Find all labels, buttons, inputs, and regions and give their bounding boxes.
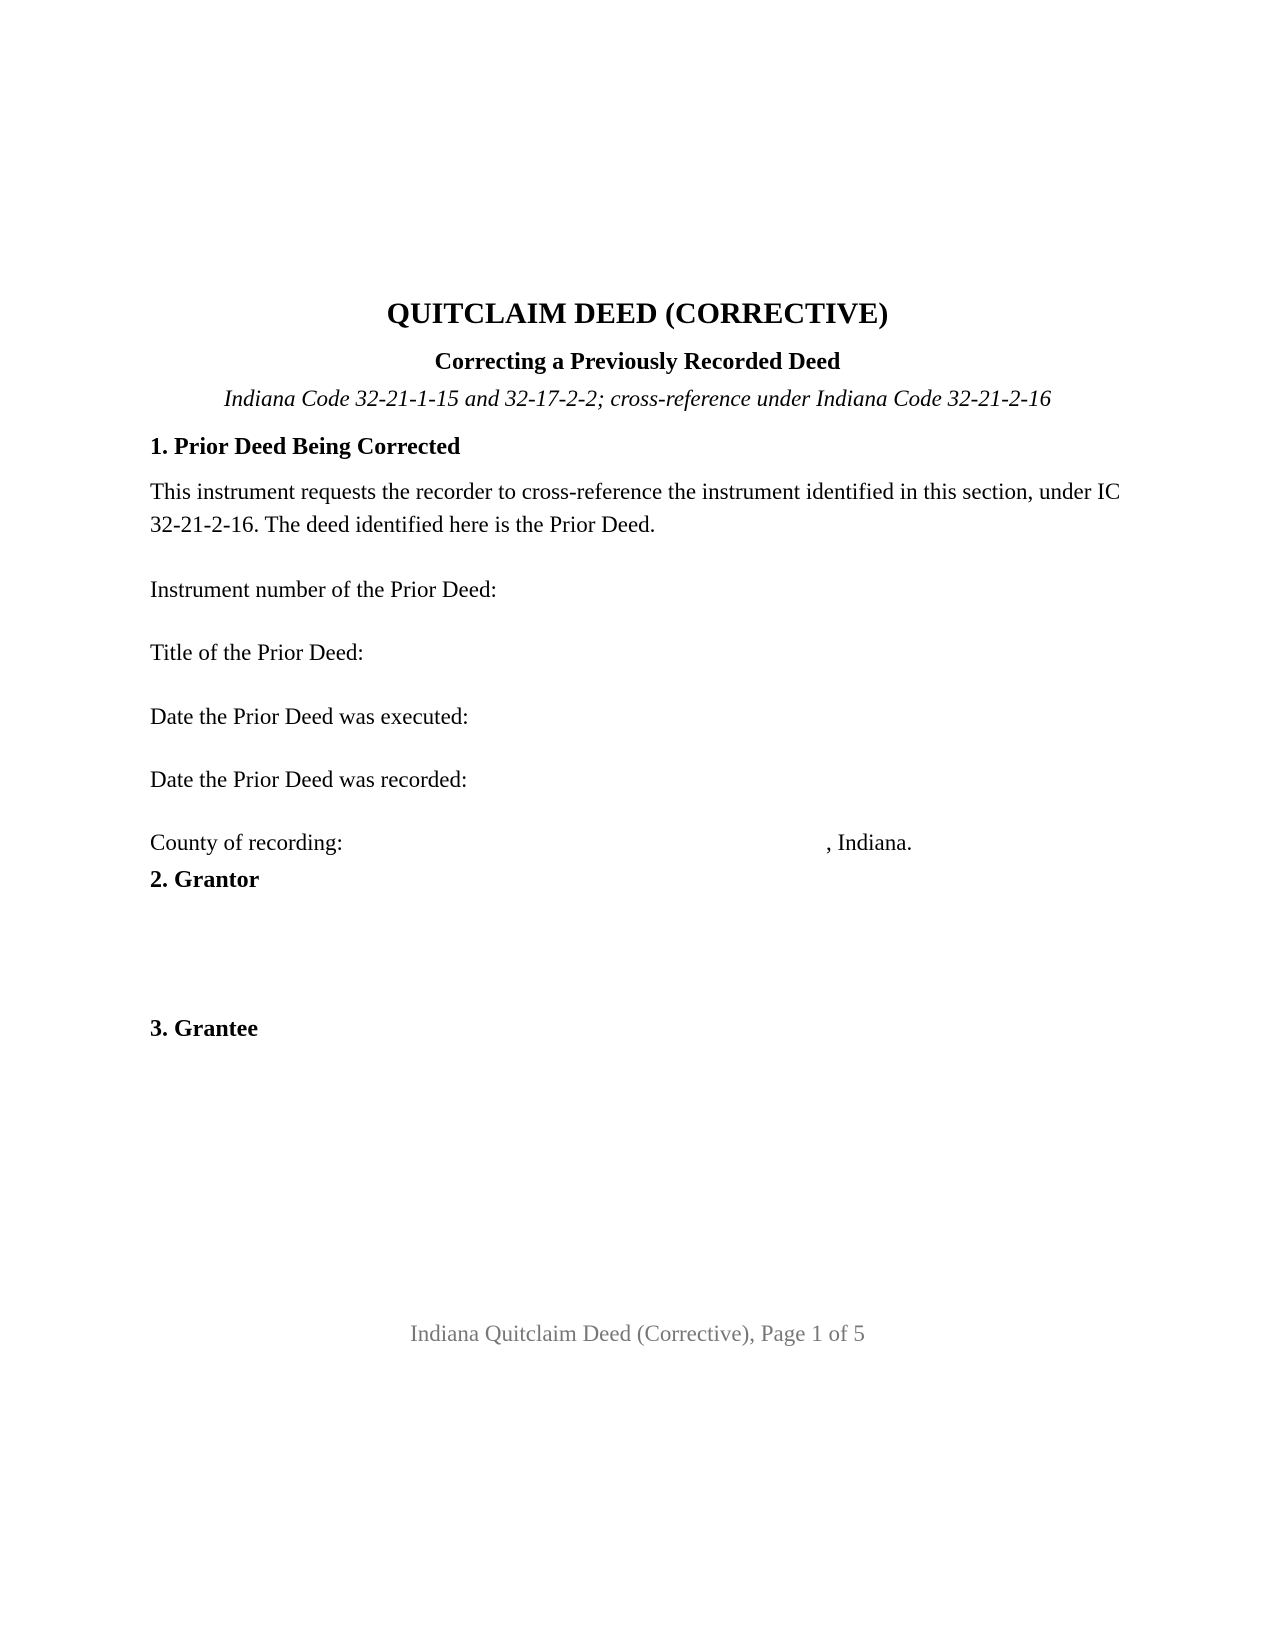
- field-label-date-executed: Date the Prior Deed was executed:: [150, 704, 469, 729]
- field-label-county: County of recording:: [150, 830, 343, 855]
- document-title: QUITCLAIM DEED (CORRECTIVE): [386, 297, 889, 330]
- statute-citation: Indiana Code 32-21-1-15 and 32-17-2-2; cross-reference under Indiana Code 32-21-2-16: [223, 386, 1052, 411]
- field-label-prior-deed-title: Title of the Prior Deed:: [150, 640, 364, 665]
- section-heading-grantee: 3. Grantee: [150, 1016, 258, 1042]
- field-label-instrument-number: Instrument number of the Prior Deed:: [150, 577, 497, 602]
- section-paragraph-prior-deed: This instrument requests the recorder to cross-reference the instrument identified in this section, under IC 32-21-2-16. The deed identified here is the Prior Deed.: [150, 479, 1121, 537]
- county-suffix: , Indiana.: [826, 830, 913, 855]
- document-subtitle: Correcting a Previously Recorded Deed: [434, 349, 841, 375]
- section-heading-grantor: 2. Grantor: [150, 867, 260, 893]
- page-footer: Indiana Quitclaim Deed (Corrective), Page 1 of 5: [410, 1321, 865, 1346]
- section-heading-prior-deed: 1. Prior Deed Being Corrected: [150, 434, 461, 460]
- field-label-date-recorded: Date the Prior Deed was recorded:: [150, 767, 468, 792]
